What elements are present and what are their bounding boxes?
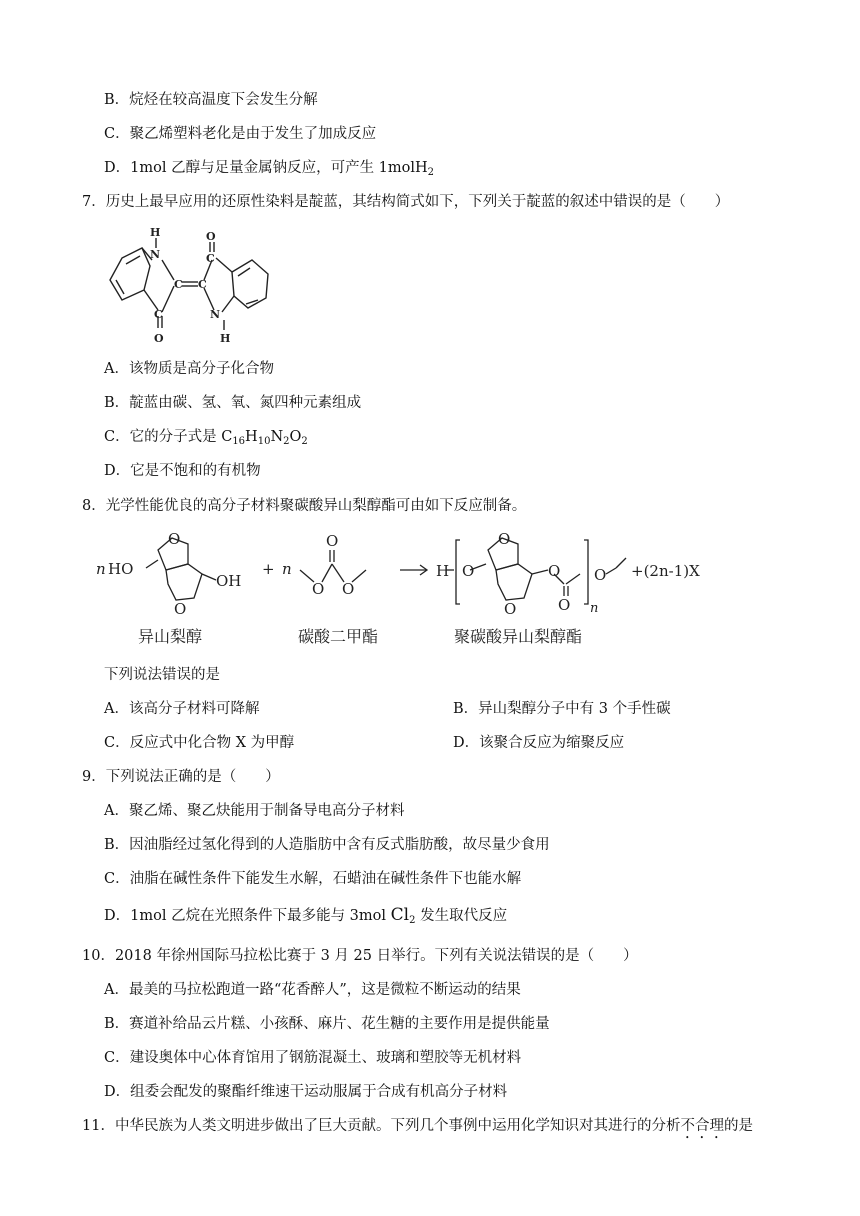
q10-option-a: A．最美的马拉松跑道一路“花香醉人”，这是微粒不断运动的结果 [104,982,521,998]
product-oxygen-left: O [462,562,475,580]
label-polycarbonate: 聚碳酸异山梨醇酯 [454,627,583,646]
q6-option-c: C．聚乙烯塑料老化是由于发生了加成反应 [104,126,377,142]
product-ring-oxygen-bottom: O [504,600,517,618]
carbonate-oxygen-right: O [342,580,355,598]
ring-oxygen-bottom: O [174,600,187,618]
carbonate-oxygen-left: O [312,580,325,598]
plus-sign: + [262,560,275,578]
q10-stem: 10．2018 年徐州国际马拉松比赛于 3 月 25 日举行。下列有关说法错误的是（ ） [82,948,638,964]
atom-c-right: C [198,278,207,291]
coefficient-n-1: n [96,560,106,578]
q7-option-c: C．它的分子式是 $C_{16}H_{10}N_2O_2$ [104,429,308,447]
q9-option-b: B．因油脂经过氢化得到的人造脂肪中含有反式脂肪酸，故尽量少食用 [104,837,550,853]
label-dimethyl-carbonate: 碳酸二甲酯 [298,627,379,646]
atom-h-bottom: H [220,332,231,345]
emphasized-text: 不合理 [680,1118,724,1134]
label-isosorbide: 异山梨醇 [138,627,203,646]
q10-option-d: D．组委会配发的聚酯纤维速干运动服属于合成有机高分子材料 [104,1084,508,1100]
atom-o-top: O [206,230,216,243]
q8-option-d: D．该聚合反应为缩聚反应 [453,735,625,751]
q9-option-c: C．油脂在碱性条件下能发生水解，石蜡油在碱性条件下也能水解 [104,871,522,887]
ring-oxygen-top: O [168,530,181,548]
atom-h-top: H [150,226,161,239]
atom-n-bottom: N [210,308,221,321]
atom-c-bottom: C [154,308,163,321]
q7-option-b: B．靛蓝由碳、氢、氧、氮四种元素组成 [104,395,362,411]
q9-option-d: D．1mol 乙烷在光照条件下最多能与 3mol $Cl_2$ 发生取代反应 [104,905,508,926]
oh-label: OH [216,572,242,590]
coefficient-n-2: n [282,560,292,578]
indigo-structure-diagram [100,220,280,348]
atom-c-top: C [206,252,215,265]
product-oxygen-ester: O [548,562,561,580]
atom-n-top: N [150,248,161,261]
carbonate-oxygen-top: O [326,532,339,550]
product-h-label: H [436,562,450,580]
q8-option-b: B．异山梨醇分子中有 3 个手性碳 [453,701,671,717]
ho-label: HO [108,560,134,578]
q10-option-c: C．建设奥体中心体育馆用了钢筋混凝土、玻璃和塑胶等无机材料 [104,1050,522,1066]
polycarbonate-reaction-diagram [96,528,716,652]
q8-sub-stem: 下列说法错误的是 [104,667,220,683]
q9-option-a: A．聚乙烯、聚乙炔能用于制备导电高分子材料 [104,803,405,819]
q7-option-a: A．该物质是高分子化合物 [104,361,274,377]
q7-stem: 7．历史上最早应用的还原性染料是靛蓝，其结构简式如下，下列关于靛蓝的叙述中错误的是（ ） [82,194,730,210]
byproduct-term: +(2n-1)X [631,562,700,580]
q6-option-b: B．烷烃在较高温度下会发生分解 [104,92,318,108]
product-oxygen-end: O [594,566,607,584]
product-ring-oxygen-top: O [498,530,511,548]
atom-o-bottom: O [154,332,164,345]
q6-option-d: D．1mol 乙醇与足量金属钠反应，可产生 1molH$_2$ [104,160,435,178]
q11-stem: 11．中华民族为人类文明进步做出了巨大贡献。下列几个事例中运用化学知识对其进行的分析不合理的是 [82,1118,753,1134]
q8-option-a: A．该高分子材料可降解 [104,701,260,717]
atom-c-left: C [174,278,183,291]
q7-option-d: D．它是不饱和的有机物 [104,463,261,479]
q8-stem: 8．光学性能优良的高分子材料聚碳酸异山梨醇酯可由如下反应制备。 [82,498,527,514]
q8-option-c: C．反应式中化合物 X 为甲醇 [104,735,295,751]
product-oxygen-carbonyl: O [558,596,571,614]
q10-option-b: B．赛道补给品云片糕、小孩酥、麻片、花生糖的主要作用是提供能量 [104,1016,550,1032]
coefficient-n-3: n [590,601,599,616]
q9-stem: 9．下列说法正确的是（ ） [82,769,280,785]
